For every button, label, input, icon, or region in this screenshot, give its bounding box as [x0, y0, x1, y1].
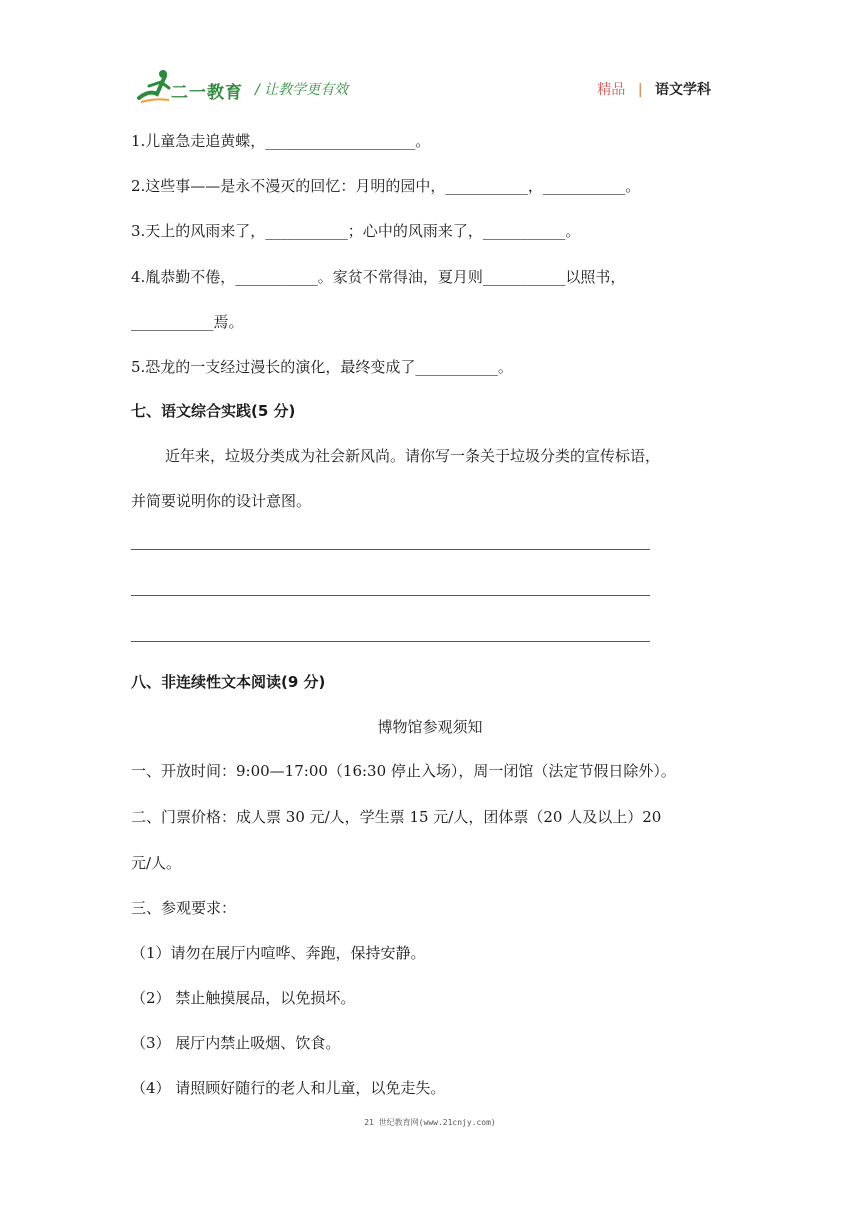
brand-tag: 精品 [597, 82, 626, 98]
section-7-prompt-2: 并简要说明你的设计意图。 [131, 492, 312, 510]
logo-text: 二一教育 [171, 83, 243, 103]
answer-line-1[interactable] [131, 549, 650, 550]
notice-line-1: 一、开放时间：9:00—17:00（16:30 停止入场），周一闭馆（法定节假日除外）。 [131, 762, 676, 780]
section-8-heading: 八、非连续性文本阅读(9 分) [131, 673, 326, 691]
notice-line-6: （2） 禁止触摸展品，以免损坏。 [131, 989, 356, 1007]
notice-line-2: 二、门票价格：成人票 30 元/人，学生票 15 元/人，团体票（20 人及以上）20 [131, 808, 662, 826]
notice-line-7: （3） 展厅内禁止吸烟、饮食。 [131, 1034, 341, 1052]
notice-line-8: （4） 请照顾好随行的老人和儿童，以免走失。 [131, 1079, 446, 1097]
notice-line-5: （1）请勿在展厅内喧哗、奔跑，保持安静。 [131, 944, 426, 962]
notice-line-4: 三、参观要求： [131, 899, 237, 917]
header-right [597, 79, 711, 99]
header-separator: | [637, 82, 643, 98]
fill-blank-1: 1.儿童急走追黄蝶，____________________。 [131, 132, 431, 150]
page-header [135, 68, 725, 108]
answer-line-3[interactable] [131, 641, 650, 642]
runner-logo-icon [135, 68, 175, 104]
fill-blank-5: 5.恐龙的一支经过漫长的演化，最终变成了___________。 [131, 358, 513, 376]
fill-blank-4: 4.胤恭勤不倦，___________。家贫不常得油，夏月则___________以照书， [131, 268, 626, 286]
logo [135, 68, 245, 108]
notice-title: 博物馆参观须知 [377, 718, 483, 736]
fill-blank-2: 2.这些事——是永不漫灭的回忆：月明的园中，___________，___________。 [131, 177, 641, 195]
section-7-heading: 七、语文综合实践(5 分) [131, 402, 296, 420]
subject-label: 语文学科 [655, 82, 711, 98]
header-slogan: / 让教学更有效 [255, 82, 349, 98]
page-footer: 21 世纪教育网(www.21cnjy.com) [364, 1118, 496, 1127]
notice-line-3: 元/人。 [131, 854, 182, 872]
fill-blank-4-cont: ___________焉。 [131, 313, 244, 331]
section-7-prompt-1: 近年来，垃圾分类成为社会新风尚。请你写一条关于垃圾分类的宣传标语， [165, 447, 661, 465]
fill-blank-3: 3.天上的风雨来了，___________；心中的风雨来了，___________。 [131, 222, 581, 240]
answer-line-2[interactable] [131, 595, 650, 596]
